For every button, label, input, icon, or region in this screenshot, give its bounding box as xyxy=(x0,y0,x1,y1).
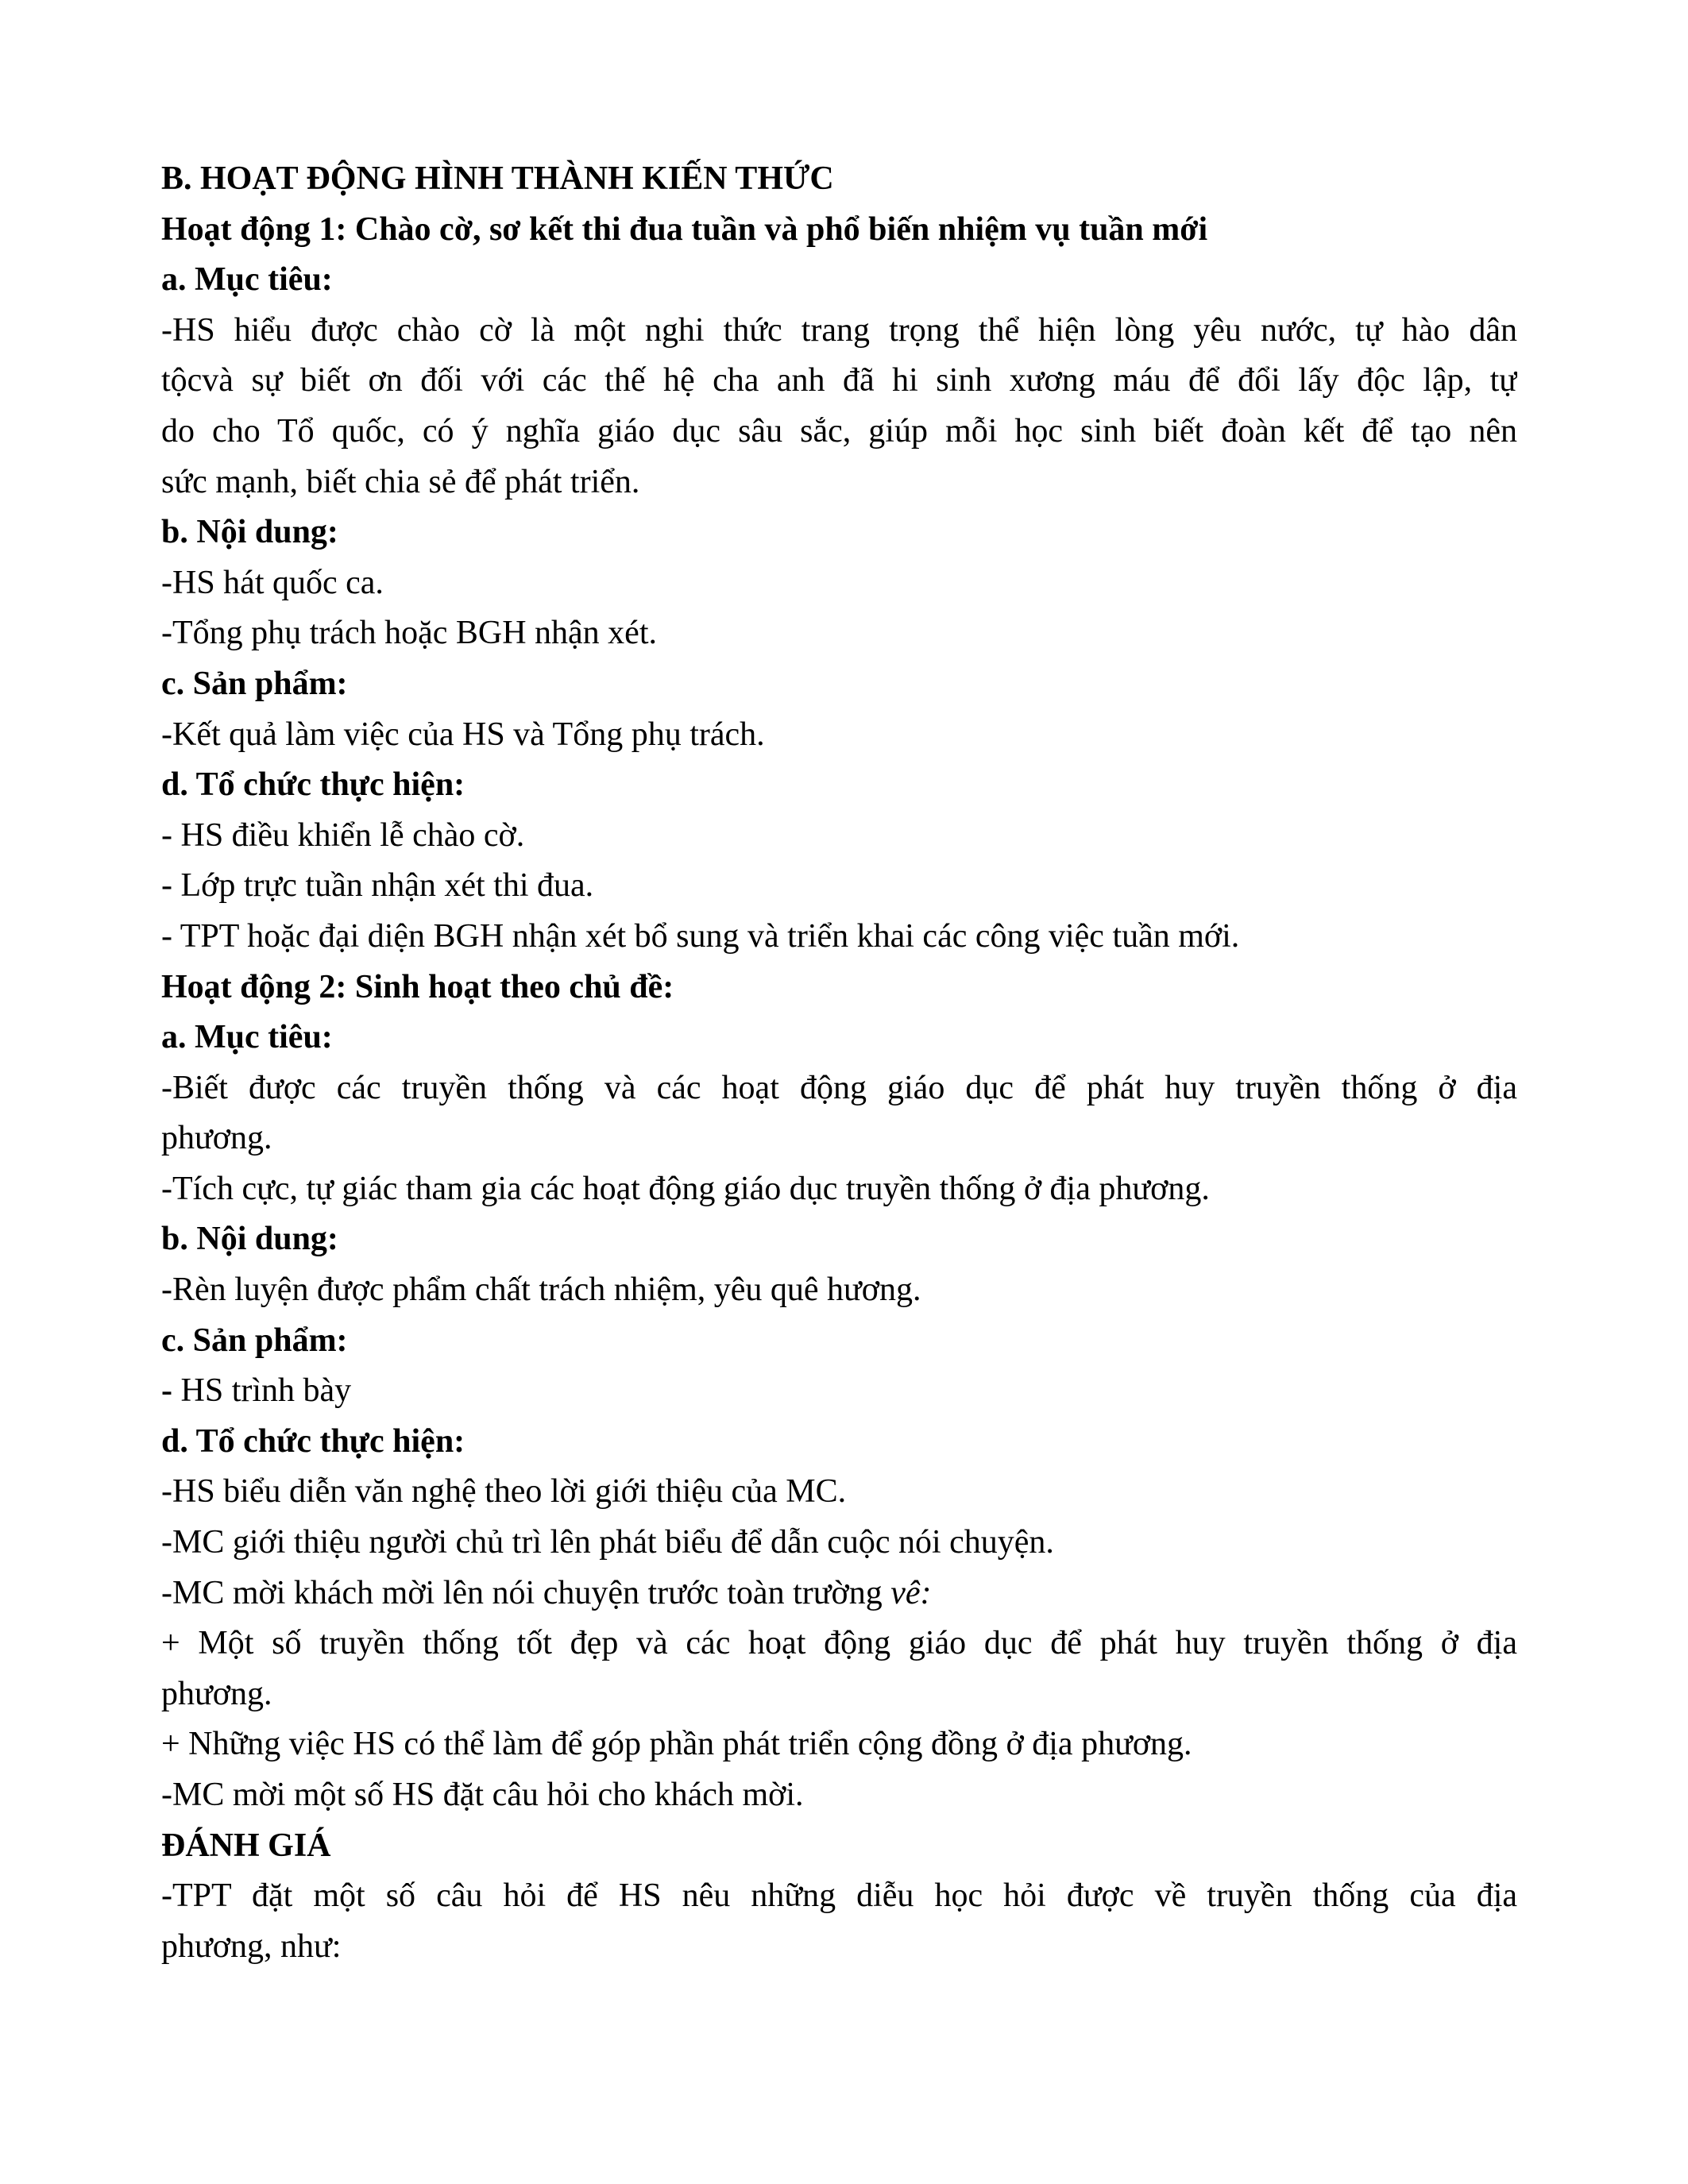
paragraph-line: phương, như: xyxy=(161,1927,342,1965)
paragraph-line: - Lớp trực tuần nhận xét thi đua. xyxy=(161,867,594,905)
paragraph-line: + Những việc HS có thể làm để góp phần phát triển cộng đồng ở địa phương. xyxy=(161,1726,1192,1763)
section-heading: B. HOẠT ĐỘNG HÌNH THÀNH KIẾN THỨC xyxy=(161,160,834,197)
activity-2-heading: Hoạt động 2: Sinh hoạt theo chủ đề: xyxy=(161,968,674,1005)
paragraph-line: + Một số truyền thống tốt đẹp và các hoạt động giáo dục để phát huy truyền thống ở địa xyxy=(161,1625,1517,1662)
subheading-implementation: d. Tổ chức thực hiện: xyxy=(161,766,465,804)
paragraph-line: tộcvà sự biết ơn đối với các thế hệ cha anh đã hi sinh xương máu để đổi lấy độc lập, tự xyxy=(161,362,1517,399)
paragraph-line: -TPT đặt một số câu hỏi để HS nêu những diễu học hỏi được về truyền thống của địa xyxy=(161,1877,1517,1915)
paragraph-line: -MC giới thiệu người chủ trì lên phát biểu để dẫn cuộc nói chuyện. xyxy=(161,1524,1054,1561)
activity-1-heading: Hoạt động 1: Chào cờ, sơ kết thi đua tuần và phổ biến nhiệm vụ tuần mới xyxy=(161,210,1208,248)
subheading-objective: a. Mục tiêu: xyxy=(161,1019,333,1056)
paragraph-line: -Rèn luyện được phẩm chất trách nhiệm, yêu quê hương. xyxy=(161,1271,921,1309)
paragraph-line: -Biết được các truyền thống và các hoạt động giáo dục để phát huy truyền thống ở địa xyxy=(161,1069,1517,1106)
line-text: -MC mời khách mời lên nói chuyện trước toàn trường xyxy=(161,1574,891,1611)
paragraph-line: -HS biểu diễn văn nghệ theo lời giới thiệu của MC. xyxy=(161,1473,847,1511)
paragraph-line xyxy=(161,1366,1517,1417)
subheading-content: b. Nội dung: xyxy=(161,1221,338,1258)
paragraph-line: sức mạnh, biết chia sẻ để phát triển. xyxy=(161,463,640,500)
paragraph-line: -Tổng phụ trách hoặc BGH nhận xét. xyxy=(161,615,657,652)
paragraph-line: do cho Tổ quốc, có ý nghĩa giáo dục sâu sắc, giúp mỗi học sinh biết đoàn kết để tạo nên xyxy=(161,412,1517,450)
paragraph-line: phương. xyxy=(161,1675,272,1712)
italic-text: vê: xyxy=(890,1574,932,1611)
subheading-product: c. Sản phẩm: xyxy=(161,665,348,702)
paragraph-line: -Kết quả làm việc của HS và Tổng phụ trách. xyxy=(161,716,765,753)
paragraph-line: - TPT hoặc đại diện BGH nhận xét bổ sung và triển khai các công việc tuần mới. xyxy=(161,917,1240,955)
document-page xyxy=(161,154,1517,1972)
evaluation-heading: ĐÁNH GIÁ xyxy=(161,1827,331,1864)
bullet-dash: - xyxy=(161,1372,181,1410)
paragraph-line: -HS hiểu được chào cờ là một nghi thức trang trọng thể hiện lòng yêu nước, tự hào dân xyxy=(161,311,1517,349)
paragraph-line: - HS điều khiển lễ chào cờ. xyxy=(161,816,525,854)
paragraph-line: phương. xyxy=(161,1120,272,1157)
subheading-product: c. Sản phẩm: xyxy=(161,1322,348,1359)
subheading-content: b. Nội dung: xyxy=(161,514,338,551)
paragraph-line xyxy=(161,1569,1517,1619)
paragraph-line: -HS hát quốc ca. xyxy=(161,564,384,601)
subheading-objective: a. Mục tiêu: xyxy=(161,261,333,299)
paragraph-line: -Tích cực, tự giác tham gia các hoạt động giáo dục truyền thống ở địa phương. xyxy=(161,1170,1210,1207)
subheading-implementation: d. Tổ chức thực hiện: xyxy=(161,1422,465,1460)
line-text: HS trình bày xyxy=(180,1372,352,1410)
paragraph-line: -MC mời một số HS đặt câu hỏi cho khách mời. xyxy=(161,1777,804,1813)
